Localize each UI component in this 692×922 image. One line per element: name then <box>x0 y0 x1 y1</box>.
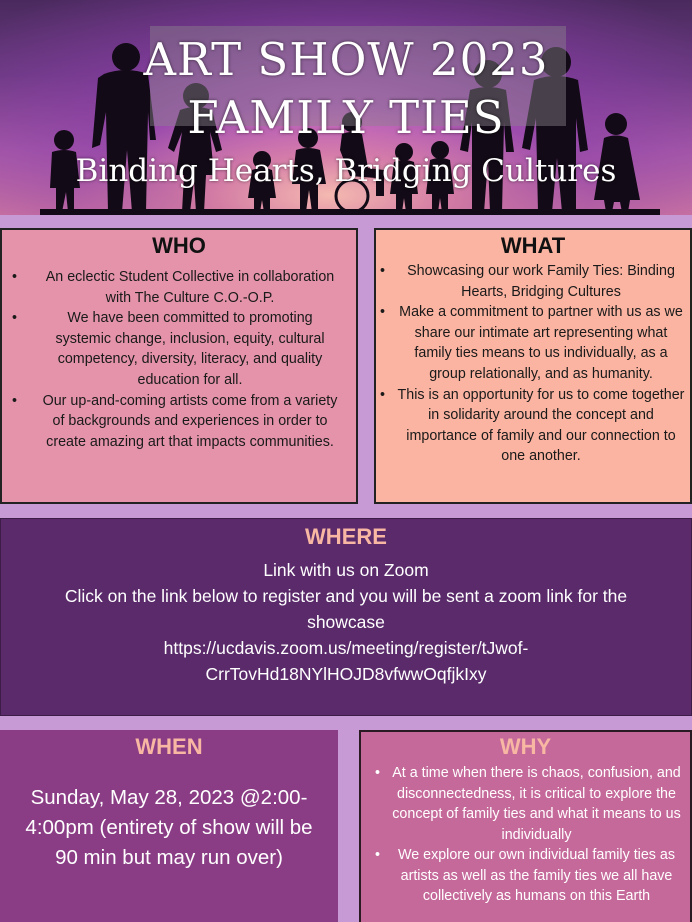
zoom-registration-link[interactable]: https://ucdavis.zoom.us/meeting/register/tJwof-CrrTovHd18NYlHOJD8vfwwOqfjkIxy <box>163 638 529 684</box>
list-item-text: An eclectic Student Collective in collaboration with The Culture C.O.-O.P. <box>45 269 335 306</box>
bullet-icon: • <box>12 310 18 327</box>
bullet-icon: • <box>380 263 386 279</box>
list-item <box>361 763 690 845</box>
list-item-text: We have been committed to promoting systemic change, inclusion, equity, cultural competency, diversity, literacy, and quality education for all. <box>55 310 325 388</box>
what-heading: WHAT <box>500 233 566 258</box>
list-item-text: This is an opportunity for us to come together in solidarity around the concept and importance of family and our connection to one another. <box>397 386 685 465</box>
bullet-icon: • <box>380 304 386 321</box>
where-details <box>1 557 691 687</box>
list-item-text: At a time when there is chaos, confusion, and disconnectedness, it is critical to explore the concept of family ties and what it means to us individually <box>392 765 681 843</box>
why-section <box>359 730 692 922</box>
event-subtitle: FAMILY TIES <box>187 91 505 144</box>
list-item <box>361 845 690 907</box>
when-heading: WHEN <box>135 734 203 759</box>
who-section <box>0 228 358 504</box>
list-item <box>376 302 690 384</box>
who-list <box>2 267 356 452</box>
event-title: ART SHOW 2023 <box>143 33 549 86</box>
why-list <box>361 763 690 907</box>
list-item <box>2 391 356 453</box>
hero-banner <box>0 0 692 215</box>
where-heading: WHERE <box>305 524 387 549</box>
bullet-icon: • <box>12 269 18 285</box>
bullet-icon: • <box>375 765 381 781</box>
event-date-time: Sunday, May 28, 2023 @2:00-4:00pm (entirety of show will be 90 min but may run over) <box>25 786 313 869</box>
when-section <box>0 730 338 922</box>
what-section <box>374 228 692 504</box>
who-heading: WHO <box>152 233 206 258</box>
list-item-text: We explore our own individual family ties as artists as well as the family ties we all have collectively as humans on this Earth <box>397 847 676 904</box>
why-heading: WHY <box>499 734 552 759</box>
list-item <box>2 308 356 390</box>
register-instructions: Click on the link below to register and you will be sent a zoom link for the showcase <box>64 586 628 632</box>
zoom-intro-text: Link with us on Zoom <box>263 560 429 580</box>
bullet-icon: • <box>380 386 386 403</box>
list-item <box>2 267 356 308</box>
list-item-text: Showcasing our work Family Ties: Binding Hearts, Bridging Cultures <box>407 263 675 300</box>
list-item-text: Our up-and-coming artists come from a variety of backgrounds and experiences in order to create amazing art that impacts communities. <box>42 392 338 450</box>
where-section <box>0 518 692 716</box>
what-list <box>376 261 690 467</box>
list-item-text: Make a commitment to partner with us as we share our intimate art representing what family ties means to us individually, as a group relationally, and as humanity. <box>399 304 683 382</box>
bullet-icon: • <box>12 392 18 409</box>
list-item <box>376 261 690 302</box>
bullet-icon: • <box>375 847 381 863</box>
event-tagline: Binding Hearts, Bridging Cultures <box>75 153 617 189</box>
list-item <box>376 385 690 467</box>
